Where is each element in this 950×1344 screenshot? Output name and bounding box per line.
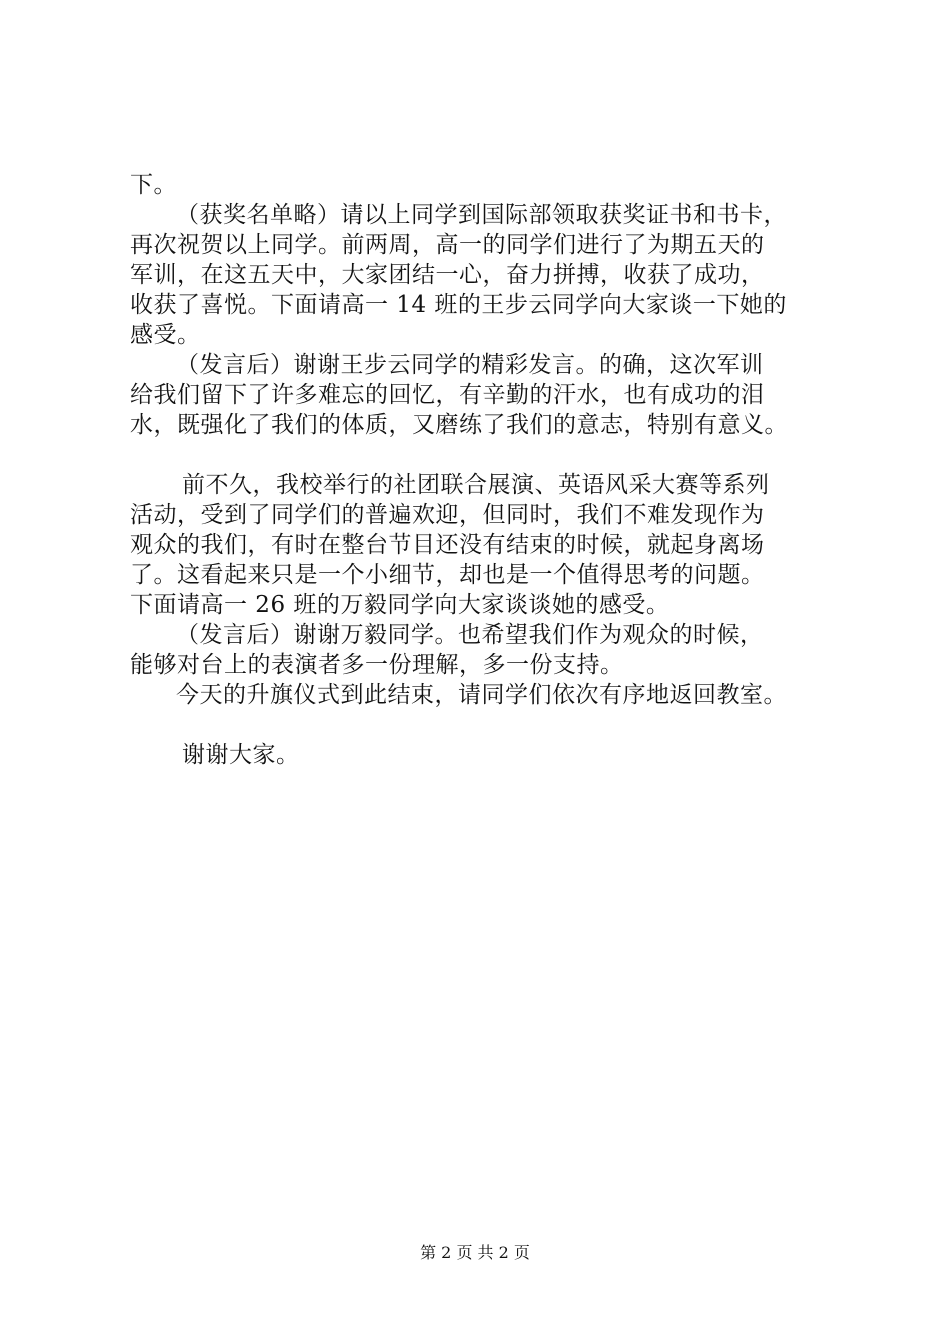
page-number-footer: 第 2 页 共 2 页 bbox=[420, 1243, 530, 1262]
text-line: 收获了喜悦。下面请高一 14 班的王步云同学向大家谈一下她的 bbox=[130, 292, 787, 318]
text-line: （发言后）谢谢万毅同学。也希望我们作为观众的时候， bbox=[176, 622, 764, 648]
text-line: 活动，受到了同学们的普遍欢迎，但同时，我们不难发现作为 bbox=[130, 502, 765, 528]
text-line: 给我们留下了许多难忘的回忆，有辛勤的汗水，也有成功的泪 bbox=[130, 382, 765, 408]
closing-line: 谢谢大家。 bbox=[182, 742, 300, 768]
text-line: 今天的升旗仪式到此结束，请同学们依次有序地返回教室。 bbox=[176, 682, 787, 708]
text-line: 下面请高一 26 班的万毅同学向大家谈谈她的感受。 bbox=[130, 592, 670, 618]
text-line: 了。这看起来只是一个小细节，却也是一个值得思考的问题。 bbox=[130, 562, 765, 588]
text-line: 能够对台上的表演者多一份理解，多一份支持。 bbox=[130, 652, 624, 678]
document-body bbox=[130, 170, 830, 770]
paragraph-gap bbox=[130, 710, 830, 740]
text-line: 前不久，我校举行的社团联合展演、英语风采大赛等系列 bbox=[182, 472, 770, 498]
text-line: 观众的我们，有时在整台节目还没有结束的时候，就起身离场 bbox=[130, 532, 765, 558]
text-line: 感受。 bbox=[130, 322, 201, 348]
paragraph-gap bbox=[130, 440, 830, 470]
text-line: （发言后）谢谢王步云同学的精彩发言。的确，这次军训 bbox=[176, 352, 764, 378]
text-line: 再次祝贺以上同学。前两周，高一的同学们进行了为期五天的 bbox=[130, 232, 765, 258]
text-line: 军训，在这五天中，大家团结一心，奋力拼搏，收获了成功， bbox=[130, 262, 765, 288]
text-line: 水，既强化了我们的体质，又磨练了我们的意志，特别有意义。 bbox=[130, 412, 788, 438]
text-line: （获奖名单略）请以上同学到国际部领取获奖证书和书卡， bbox=[176, 202, 787, 228]
text-line: 下。 bbox=[130, 172, 177, 198]
